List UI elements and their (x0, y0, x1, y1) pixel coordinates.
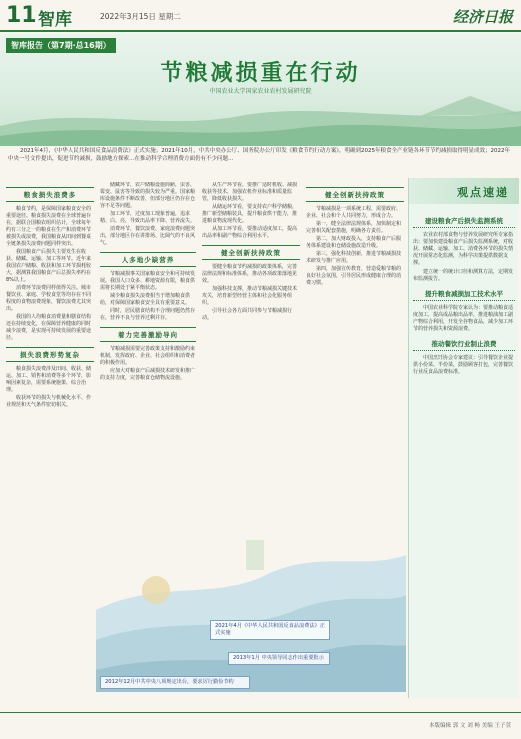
paragraph: 我国粮食产后损失主要发生在收获、储藏、运输、加工等环节。近年来我国农户储粮、收获和加工环节损耗较大，据测算我国粮食产后总损失率约在8%以上。 (6, 249, 92, 283)
sidebar-heading: 提升粮食减损加工技术水平 (413, 289, 515, 301)
paragraph: 减少粮食损失浪费相当于增加粮食供给，对保障国家粮食安全具有重要意义。 (100, 293, 191, 306)
sidebar-body (413, 210, 515, 378)
sidebar-header (409, 178, 519, 204)
viewpoint-sidebar (408, 178, 518, 698)
column-3 (202, 182, 300, 512)
sidebar-heading: 建设粮食产后损失监测系统 (413, 216, 515, 228)
paragraph: 从生产环节看，要推广适时机收、减损收获等技术，加强农机作业标准和质量监管，降低收获损失。 (202, 182, 298, 202)
paragraph: 建立统一的统计口径和测算方法，定期发布监测报告。 (413, 269, 514, 282)
report-tag: 智库报告（第7期·总16期） (6, 38, 116, 53)
paragraph: 粮食节约，是保障国家粮食安全的重要途径。粮食损失浪费在全球普遍存在，据联合国粮农组织估计，全球每年约有三分之一的粮食在生产和消费环节被损失或浪费，我国粮食从田间到餐桌全链条损失浪费问题同样突出。 (6, 206, 92, 247)
issue-date: 2022年3月15日 星期二 (100, 12, 181, 21)
section-heading: 着力完善激励导向 (100, 327, 196, 342)
sidebar-title: 观点速递 (457, 186, 509, 199)
masthead (0, 0, 521, 32)
paragraph: 储藏环节，农户储粮设施简陋，虫害、霉变、鼠害等导致的损失较为严重。国家粮库设施条件不断改善，但部分地区仍存在仓容不足等问题。 (100, 182, 196, 209)
paragraph: 第二，加大财政投入，支持粮食产后服务体系建设和仓储设施改造升级。 (306, 236, 402, 249)
paragraph: 同时，居民膳食结构不合理问题仍然存在，营养不良与营养过剩并存。 (100, 308, 196, 321)
paragraph: 应加大对粮食产后减损技术研发和推广的支持力度，完善粮食仓储物流设施。 (100, 368, 196, 381)
column-1 (6, 182, 94, 682)
paragraph: 农业农村部食物与营养发展研究所专家指出：要加快建设粮食产后损失监测系统，对收获、储藏、运输、加工、消费各环节的损失情况开展常态化监测，为科学决策提供数据支撑。 (413, 232, 514, 266)
intro-paragraph: 2021年4月，《中华人民共和国反食品浪费法》正式实施；2021年10月，中共中央办公厅、国务院办公厅印发《粮食节约行动方案》，明确到2025年粮食全产业链各环节节约减损取得明显成效；2022年中央一号文件提出，促进节约减损，鼓励地方探索…在推动科学合理消费方面仍有不少问题… (8, 148, 510, 162)
section-heading: 损失浪费形势复杂 (6, 347, 94, 362)
editor-credits: 本版编辑 郭 文 刘 畅 美编 王子萱 (429, 723, 511, 729)
timeline-illustration (96, 520, 406, 692)
paragraph: 从加工环节看，要推动适度加工，提高出品率和副产物综合利用水平。 (202, 226, 298, 239)
page-subtitle: 中国农业大学国家农业农村发展研究院 (209, 88, 312, 95)
paragraph: 要健全粮食节约减损的政策体系，完善法律法规和标准体系，推动各项政策落地见效。 (202, 264, 298, 284)
paragraph: 第一，健全法律法规体系，加快制定和完善相关配套措施，明确各方责任。 (306, 221, 402, 234)
paragraph: 节粮减损事关国家粮食安全和可持续发展。我国人口众多、耕地资源有限，粮食供需将长期处于紧平衡状态。 (100, 271, 196, 291)
paragraph: 引导社会各方面共同参与节粮减损行动。 (202, 308, 293, 321)
field-illustration (0, 86, 521, 146)
timeline-caption: 2013年1月 中央领导同志作出重要批示 (228, 652, 330, 665)
paragraph: 我国的人均粮食消费量和膳食结构还在持续变化，在保障营养健康的同时减少浪费，是实现可持续发展的重要途径。 (6, 314, 92, 341)
paper-logo: 经济日报 (452, 8, 513, 26)
paragraph: 节粮减损是一项系统工程，需要政府、企业、社会和个人共同努力，形成合力。 (306, 206, 402, 219)
column-4 (306, 182, 404, 512)
paragraph: 第三，强化科技创新，推进节粮减损技术研发与推广应用。 (306, 251, 402, 264)
paragraph: 消费环节，餐饮浪费、家庭浪费问题突出，部分地区存在讲排场、比阔气的不良风气。 (100, 226, 196, 246)
paragraph: 节粮减损需要完善政策支持和激励约束机制，发挥政府、企业、社会组织和消费者的积极作用。 (100, 346, 196, 366)
paragraph: 中国烹饪协会专家建议：引导餐饮企业提供小份菜、半份菜，鼓励顾客打包，完善餐饮行业反食品浪费标准。 (413, 355, 514, 375)
paragraph: 粮食损失浪费涉及田间、收获、储运、加工、销售和消费等多个环节，影响因素复杂，需要系统施策、综合治理。 (6, 366, 92, 393)
page-number: 11 (6, 3, 37, 28)
paragraph: 第四，加强宣传教育，营造爱粮节粮的良好社会氛围，引导居民形成健康合理的消费习惯。 (306, 266, 402, 286)
sidebar-heading: 推动餐饮行业制止浪费 (413, 339, 515, 351)
timeline-caption: 2021年4月《中华人民共和国反食品浪费法》正式实施 (210, 620, 330, 640)
timeline-caption: 2012年12月中共中央八项规定出台，要求厉行勤俭节约 (100, 676, 250, 689)
page-footer (0, 712, 521, 739)
paragraph: 从储运环节看，要支持农户科学储粮，推广新型储粮装具，提升粮食烘干能力，推进粮食物流现代化。 (202, 204, 298, 224)
paragraph: 收获环节的损失与机械化水平、作业规范和天气条件密切相关。 (6, 395, 92, 408)
report-banner (0, 34, 521, 146)
paragraph: 中国农业科学院专家认为：要推动粮食适度加工，提高成品粮出品率，推进粮油加工副产物综合利用，开发全谷物食品，减少加工环节的营养损失和资源浪费。 (413, 305, 514, 332)
section-heading: 健全创新扶持政策 (202, 245, 300, 260)
paragraph: 加工环节，过度加工现象普遍，追求精、白、亮，导致出品率下降、营养流失。 (100, 211, 196, 224)
section-heading: 人多地少缺营养 (100, 252, 196, 267)
section-name: 智库 (38, 10, 72, 30)
paragraph: 消费环节浪费同样值得关注。城市餐饮业、家庭、学校食堂等均存在不同程度的食物浪费现象，餐饮浪费尤其突出。 (6, 285, 92, 312)
paragraph: 加强科技支撑，推动节粮减损关键技术攻关，培育新型经营主体和社会化服务组织。 (202, 286, 298, 306)
section-heading: 粮食损失浪费多 (6, 187, 94, 202)
page-title: 节粮减损重在行动 (160, 61, 361, 86)
section-heading: 健全创新扶持政策 (306, 187, 404, 202)
